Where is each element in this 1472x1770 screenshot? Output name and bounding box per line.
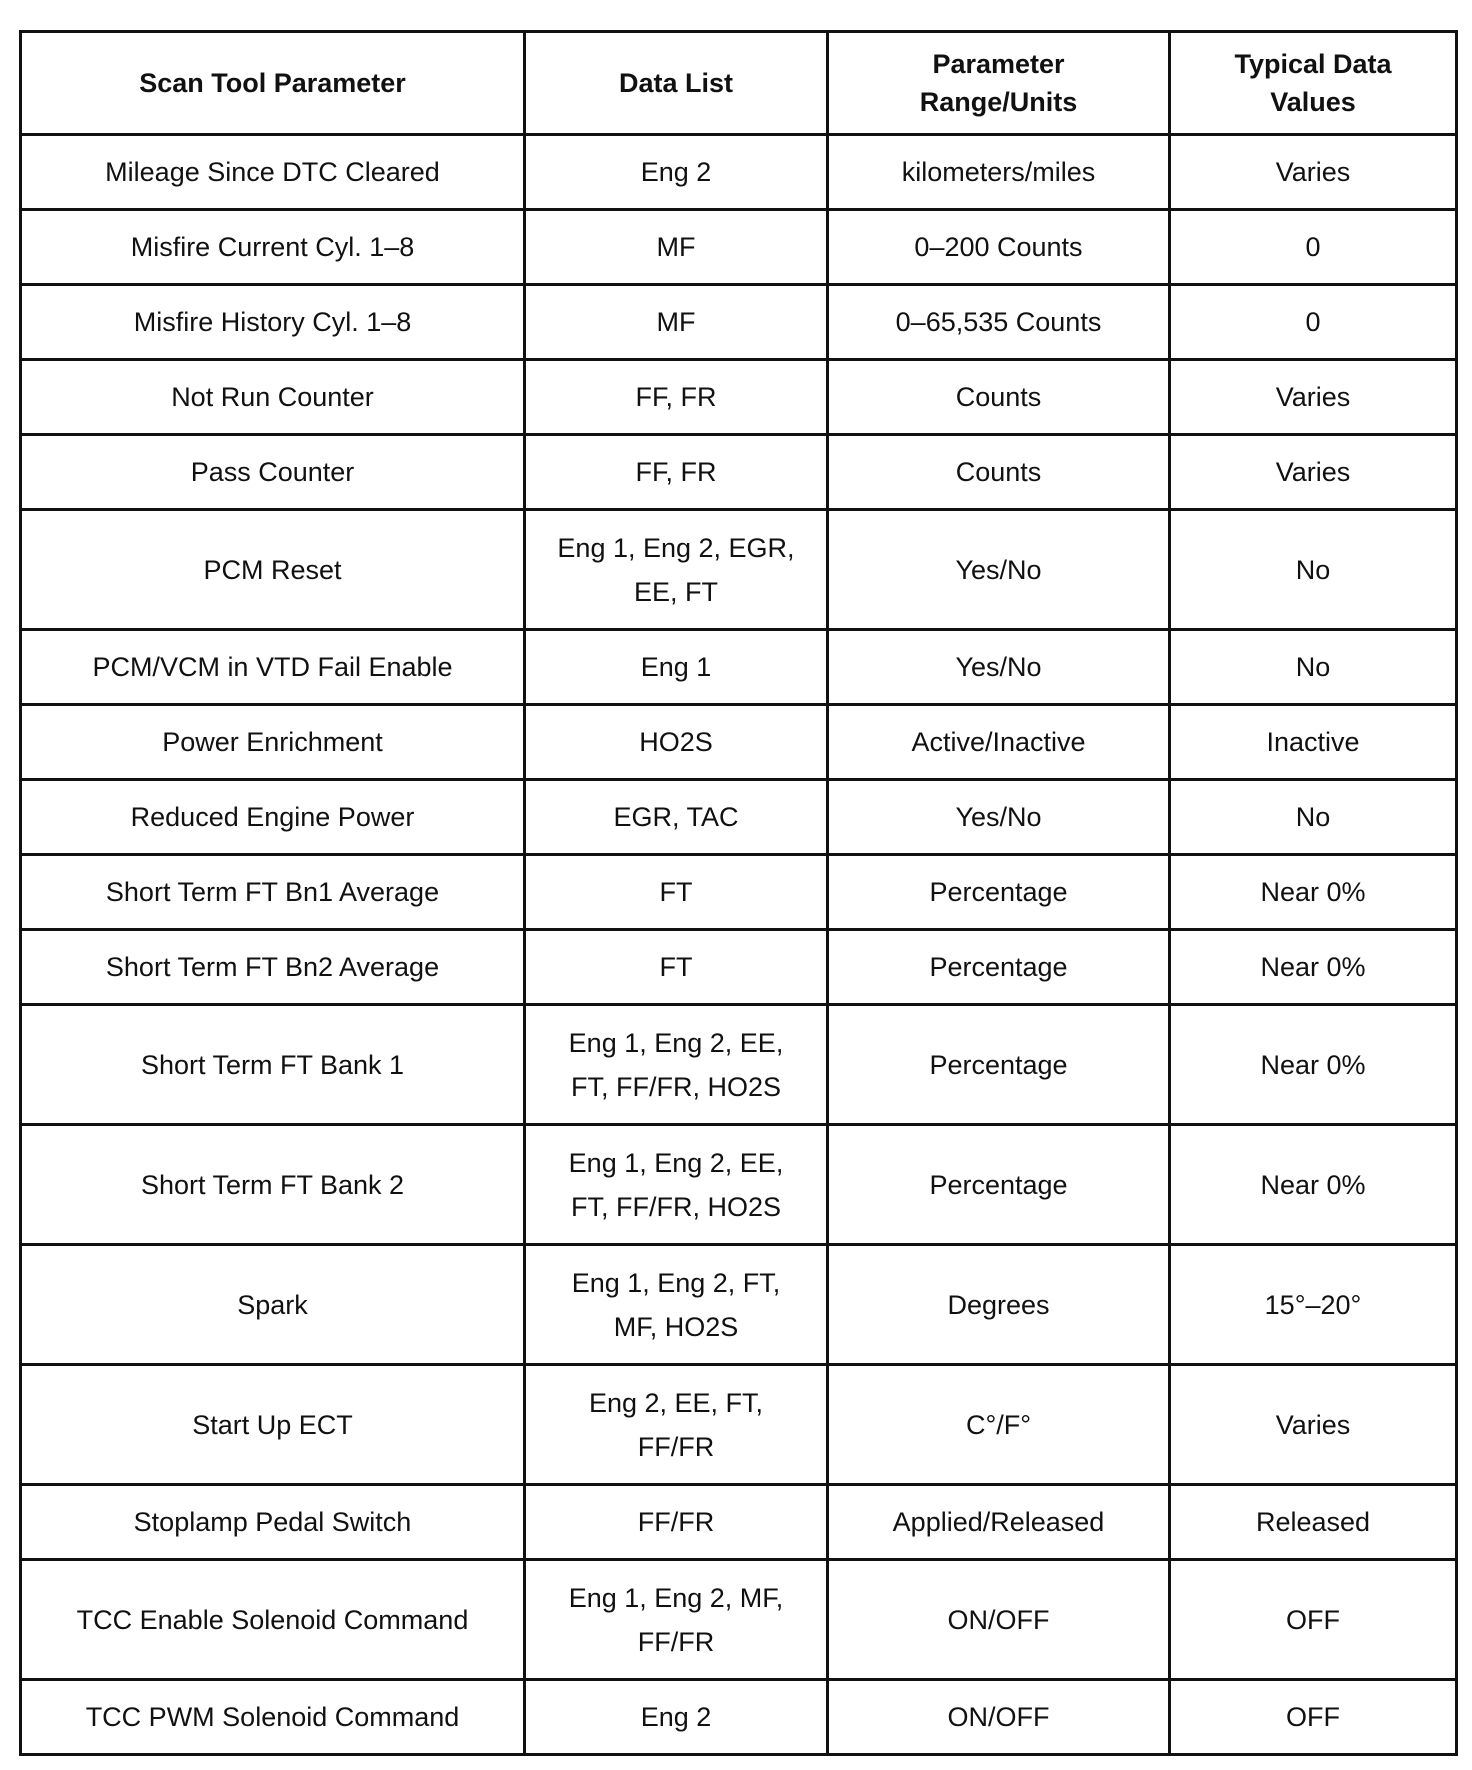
cell-data-list: Eng 1, Eng 2, EGR, EE, FT (525, 510, 828, 630)
cell-range-units: Counts (828, 360, 1170, 435)
table-row (21, 510, 1457, 630)
cell-range-units: Counts (828, 435, 1170, 510)
cell-typical-value: Inactive (1170, 705, 1457, 780)
cell-typical-value: Varies (1170, 435, 1457, 510)
cell-parameter: Short Term FT Bn1 Average (21, 855, 525, 930)
table-row (21, 630, 1457, 705)
cell-typical-value: Near 0% (1170, 930, 1457, 1005)
cell-typical-value: Varies (1170, 360, 1457, 435)
cell-data-list: Eng 1, Eng 2, FT, MF, HO2S (525, 1245, 828, 1365)
cell-parameter: Misfire History Cyl. 1–8 (21, 285, 525, 360)
cell-data-list: FF/FR (525, 1485, 828, 1560)
cell-typical-value: No (1170, 780, 1457, 855)
header-typical-data-values: Typical Data Values (1170, 32, 1457, 135)
cell-parameter: PCM/VCM in VTD Fail Enable (21, 630, 525, 705)
cell-parameter: Pass Counter (21, 435, 525, 510)
cell-parameter: Mileage Since DTC Cleared (21, 135, 525, 210)
cell-typical-value: Varies (1170, 135, 1457, 210)
cell-typical-value: Varies (1170, 1365, 1457, 1485)
cell-data-list: MF (525, 285, 828, 360)
table-row (21, 285, 1457, 360)
header-parameter-range-units: Parameter Range/Units (828, 32, 1170, 135)
cell-data-list: Eng 2, EE, FT, FF/FR (525, 1365, 828, 1485)
cell-range-units: C°/F° (828, 1365, 1170, 1485)
cell-range-units: kilometers/miles (828, 135, 1170, 210)
cell-range-units: Percentage (828, 930, 1170, 1005)
cell-range-units: Percentage (828, 1125, 1170, 1245)
cell-range-units: Yes/No (828, 630, 1170, 705)
header-data-list: Data List (525, 32, 828, 135)
cell-parameter: Short Term FT Bn2 Average (21, 930, 525, 1005)
cell-range-units: Degrees (828, 1245, 1170, 1365)
cell-data-list: Eng 1, Eng 2, EE, FT, FF/FR, HO2S (525, 1005, 828, 1125)
cell-parameter: Short Term FT Bank 1 (21, 1005, 525, 1125)
cell-parameter: TCC PWM Solenoid Command (21, 1680, 525, 1755)
cell-data-list: Eng 1 (525, 630, 828, 705)
cell-typical-value: OFF (1170, 1560, 1457, 1680)
table-row (21, 1485, 1457, 1560)
table-row (21, 930, 1457, 1005)
scan-tool-data-table (19, 30, 1458, 1756)
table-row (21, 210, 1457, 285)
cell-typical-value: 0 (1170, 210, 1457, 285)
table-row (21, 1560, 1457, 1680)
cell-parameter: Stoplamp Pedal Switch (21, 1485, 525, 1560)
table-row (21, 1680, 1457, 1755)
cell-parameter: Short Term FT Bank 2 (21, 1125, 525, 1245)
cell-typical-value: Near 0% (1170, 1005, 1457, 1125)
cell-parameter: Misfire Current Cyl. 1–8 (21, 210, 525, 285)
cell-parameter: PCM Reset (21, 510, 525, 630)
table-row (21, 855, 1457, 930)
cell-typical-value: Near 0% (1170, 855, 1457, 930)
cell-range-units: Active/Inactive (828, 705, 1170, 780)
cell-data-list: Eng 2 (525, 135, 828, 210)
table-header (21, 32, 1457, 135)
cell-data-list: FF, FR (525, 360, 828, 435)
cell-range-units: Percentage (828, 1005, 1170, 1125)
table-row (21, 360, 1457, 435)
cell-typical-value: 15°–20° (1170, 1245, 1457, 1365)
cell-typical-value: 0 (1170, 285, 1457, 360)
table-row (21, 135, 1457, 210)
cell-parameter: TCC Enable Solenoid Command (21, 1560, 525, 1680)
cell-typical-value: No (1170, 630, 1457, 705)
table-row (21, 1125, 1457, 1245)
header-row (21, 32, 1457, 135)
cell-data-list: EGR, TAC (525, 780, 828, 855)
table-body (21, 135, 1457, 1755)
cell-parameter: Start Up ECT (21, 1365, 525, 1485)
cell-data-list: Eng 1, Eng 2, EE, FT, FF/FR, HO2S (525, 1125, 828, 1245)
cell-typical-value: Released (1170, 1485, 1457, 1560)
cell-parameter: Power Enrichment (21, 705, 525, 780)
table-row (21, 1005, 1457, 1125)
table-row (21, 1365, 1457, 1485)
header-scan-tool-parameter: Scan Tool Parameter (21, 32, 525, 135)
table-row (21, 705, 1457, 780)
cell-data-list: HO2S (525, 705, 828, 780)
cell-data-list: FT (525, 855, 828, 930)
cell-parameter: Reduced Engine Power (21, 780, 525, 855)
cell-typical-value: OFF (1170, 1680, 1457, 1755)
table-row (21, 780, 1457, 855)
cell-range-units: Yes/No (828, 510, 1170, 630)
cell-data-list: MF (525, 210, 828, 285)
cell-range-units: ON/OFF (828, 1560, 1170, 1680)
cell-data-list: Eng 1, Eng 2, MF, FF/FR (525, 1560, 828, 1680)
cell-data-list: FF, FR (525, 435, 828, 510)
cell-data-list: Eng 2 (525, 1680, 828, 1755)
table-row (21, 435, 1457, 510)
cell-typical-value: No (1170, 510, 1457, 630)
cell-range-units: ON/OFF (828, 1680, 1170, 1755)
cell-range-units: Applied/Released (828, 1485, 1170, 1560)
cell-parameter: Not Run Counter (21, 360, 525, 435)
cell-typical-value: Near 0% (1170, 1125, 1457, 1245)
cell-data-list: FT (525, 930, 828, 1005)
table-row (21, 1245, 1457, 1365)
cell-range-units: Percentage (828, 855, 1170, 930)
cell-range-units: 0–65,535 Counts (828, 285, 1170, 360)
cell-parameter: Spark (21, 1245, 525, 1365)
cell-range-units: Yes/No (828, 780, 1170, 855)
cell-range-units: 0–200 Counts (828, 210, 1170, 285)
